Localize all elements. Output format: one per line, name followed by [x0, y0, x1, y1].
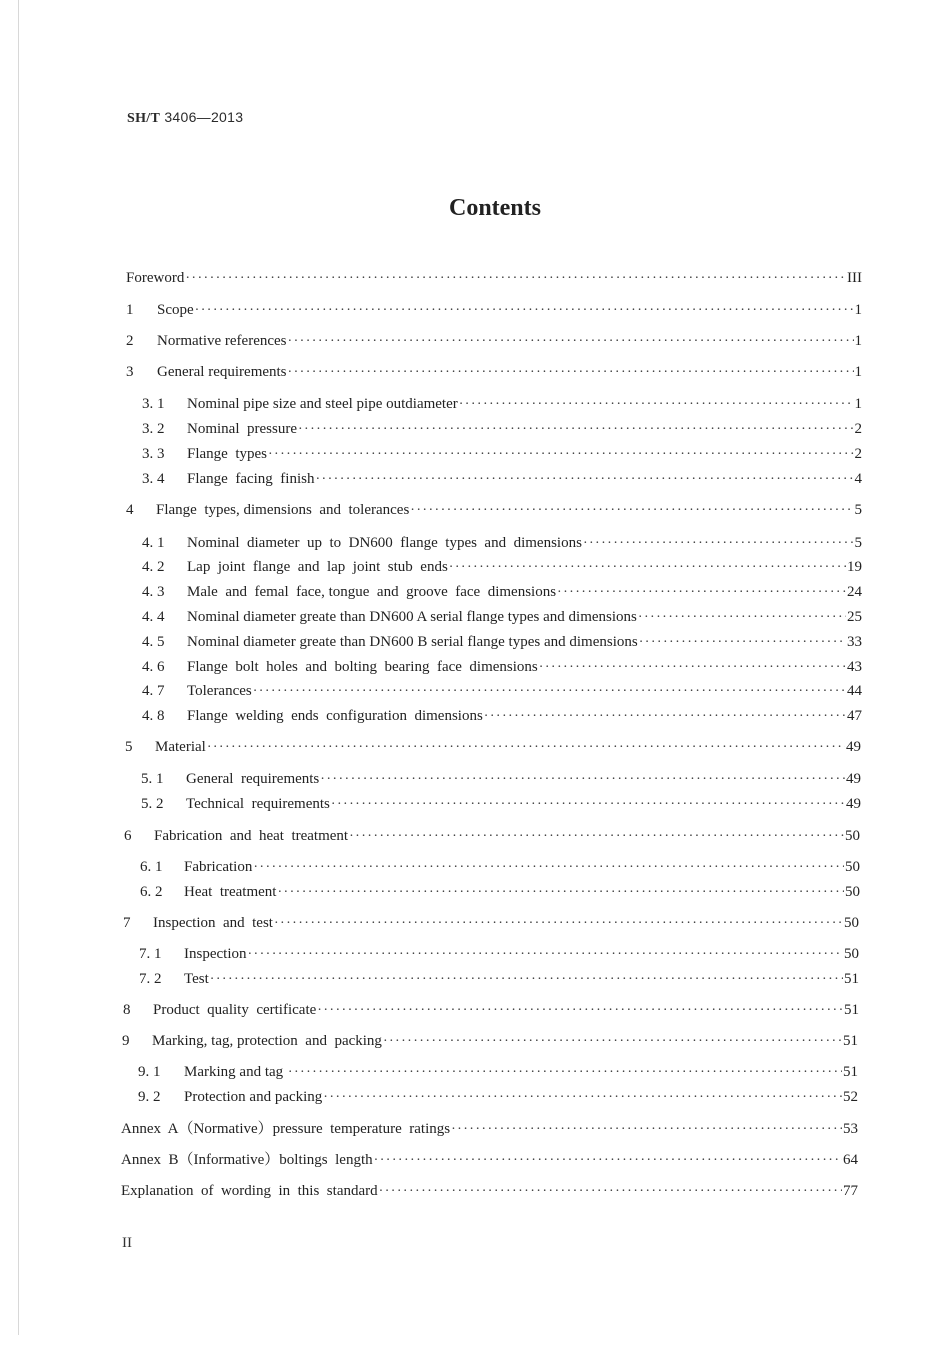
toc-page: 19 — [847, 559, 862, 575]
toc-label: General requirements — [157, 364, 287, 380]
toc-leader — [449, 558, 846, 578]
toc-entry[interactable] — [126, 300, 862, 320]
toc-leader — [379, 1182, 842, 1202]
toc-page: 5 — [854, 502, 862, 518]
toc-entry[interactable] — [142, 632, 862, 652]
toc-number: 9. 2 — [138, 1089, 161, 1105]
toc-number: 4. 8 — [142, 708, 165, 724]
toc-page: 50 — [845, 884, 860, 900]
toc-leader — [207, 738, 845, 758]
toc-leader — [317, 1001, 843, 1021]
toc-page: 43 — [847, 659, 862, 675]
toc-page: III — [847, 270, 862, 286]
toc-page: 47 — [847, 708, 862, 724]
toc-number: 4 — [126, 502, 134, 518]
toc-leader — [298, 420, 854, 440]
toc-entry[interactable] — [142, 557, 862, 577]
toc-number: 4. 7 — [142, 683, 165, 699]
toc-label: Explanation of wording in this standard — [121, 1183, 378, 1199]
toc-leader — [320, 770, 845, 790]
toc-label: Nominal pipe size and steel pipe outdiameter — [187, 396, 458, 412]
toc-entry[interactable] — [142, 469, 862, 489]
page-number: II — [122, 1235, 132, 1251]
toc-leader — [315, 470, 853, 490]
toc-leader — [349, 827, 844, 847]
toc-page: 49 — [846, 739, 861, 755]
toc-page: 53 — [843, 1121, 858, 1137]
toc-entry[interactable] — [123, 913, 859, 933]
toc-number: 7. 2 — [139, 971, 162, 987]
toc-page: 1 — [854, 333, 862, 349]
toc-number: 6 — [124, 828, 132, 844]
toc-page: 51 — [844, 1002, 859, 1018]
toc-entry[interactable] — [121, 1150, 858, 1170]
standard-prefix: SH/T — [127, 111, 161, 126]
toc-page: 51 — [844, 971, 859, 987]
toc-label: Marking, tag, protection and packing — [152, 1033, 382, 1049]
toc-label: Flange welding ends configuration dimensions — [187, 708, 483, 724]
toc-page: 25 — [847, 609, 862, 625]
toc-page: 2 — [854, 446, 862, 462]
toc-label: Nominal diameter greate than DN600 A serial flange types and dimensions — [187, 609, 637, 625]
toc-entry[interactable] — [142, 657, 862, 677]
toc-number: 7 — [123, 915, 131, 931]
toc-leader — [274, 914, 843, 934]
toc-entry[interactable] — [142, 607, 862, 627]
toc-label: Annex A（Normative）pressure temperature ratings — [121, 1121, 451, 1137]
toc-number: 3. 2 — [142, 421, 165, 437]
toc-number: 6. 1 — [140, 859, 163, 875]
toc-label: Scope — [157, 302, 194, 318]
toc-page: 77 — [843, 1183, 858, 1199]
toc-number: 5. 1 — [141, 771, 164, 787]
toc-leader — [253, 858, 844, 878]
toc-entry[interactable] — [142, 444, 862, 464]
page-title: Contents — [448, 195, 541, 221]
toc-page: 44 — [847, 683, 862, 699]
toc-label: Nominal diameter up to DN600 flange types and dimensions — [187, 535, 582, 551]
toc-page: 49 — [846, 796, 861, 812]
toc-entry[interactable] — [123, 1000, 859, 1020]
toc-label: Marking and tag — [184, 1064, 287, 1080]
toc-label: Fabrication and heat treatment — [154, 828, 349, 844]
toc-page: 1 — [854, 396, 862, 412]
toc-entry[interactable] — [124, 826, 860, 846]
toc-leader — [638, 608, 846, 628]
toc-label: Normative references — [157, 333, 287, 349]
toc-entry[interactable] — [142, 706, 862, 726]
toc-entry[interactable] — [138, 1087, 858, 1107]
toc-label: Product quality certificate — [153, 1002, 317, 1018]
toc-leader — [639, 633, 846, 653]
toc-leader — [383, 1032, 842, 1052]
toc-number: 4. 3 — [142, 584, 165, 600]
toc-number: 2 — [126, 333, 134, 349]
toc-number: 8 — [123, 1002, 131, 1018]
toc-leader — [557, 583, 846, 603]
toc-number: 4. 6 — [142, 659, 165, 675]
toc-entry[interactable] — [139, 944, 859, 964]
toc-leader — [288, 363, 854, 383]
toc-leader — [277, 883, 844, 903]
toc-label: Material — [155, 739, 206, 755]
toc-label: Fabrication — [184, 859, 253, 875]
toc-leader — [253, 682, 846, 702]
toc-leader — [247, 945, 843, 965]
toc-label: Lap joint flange and lap joint stub ends — [187, 559, 448, 575]
toc-entry[interactable] — [141, 769, 861, 789]
toc-entry[interactable] — [141, 794, 861, 814]
toc-entry[interactable] — [126, 362, 862, 382]
toc-label: Inspection and test — [153, 915, 273, 931]
toc-label: Protection and packing — [184, 1089, 323, 1105]
toc-label: Nominal diameter greate than DN600 B serial flange types and dimensions — [187, 634, 638, 650]
toc-entry[interactable] — [142, 533, 862, 553]
toc-label: Heat treatment — [184, 884, 277, 900]
toc-leader — [410, 501, 853, 521]
toc-label: Technical requirements — [186, 796, 330, 812]
toc-number: 3. 4 — [142, 471, 165, 487]
toc-page: 49 — [846, 771, 861, 787]
toc-entry[interactable] — [138, 1062, 858, 1082]
toc-label: Tolerances — [187, 683, 252, 699]
toc-number: 3. 3 — [142, 446, 165, 462]
toc-number: 1 — [126, 302, 134, 318]
toc-page: 50 — [844, 946, 859, 962]
toc-number: 3 — [126, 364, 134, 380]
toc-entry[interactable] — [121, 1119, 858, 1139]
toc-label: Inspection — [184, 946, 247, 962]
toc-page: 51 — [843, 1033, 858, 1049]
toc-number: 9 — [122, 1033, 130, 1049]
toc-leader — [374, 1151, 842, 1171]
toc-page: 51 — [843, 1064, 858, 1080]
toc-label: Nominal pressure — [187, 421, 297, 437]
toc-leader — [195, 301, 854, 321]
toc-number: 5 — [125, 739, 133, 755]
toc-leader — [484, 707, 846, 727]
toc-page: 33 — [847, 634, 862, 650]
toc-entry[interactable] — [126, 500, 862, 520]
toc-entry[interactable] — [125, 737, 861, 757]
toc-page: 64 — [843, 1152, 858, 1168]
toc-leader — [331, 795, 845, 815]
toc-label: Flange bolt holes and bolting bearing face dimensions — [187, 659, 538, 675]
toc-page: 5 — [854, 535, 862, 551]
toc-leader — [210, 970, 843, 990]
toc-number: 4. 1 — [142, 535, 165, 551]
toc-number: 4. 2 — [142, 559, 165, 575]
toc-entry[interactable] — [142, 394, 862, 414]
toc-entry[interactable] — [142, 419, 862, 439]
toc-page: 50 — [844, 915, 859, 931]
toc-leader — [583, 534, 854, 554]
toc-page: 1 — [854, 302, 862, 318]
toc-leader — [288, 332, 854, 352]
toc-label: Flange types, dimensions and tolerances — [156, 502, 410, 518]
toc-entry[interactable] — [139, 969, 859, 989]
toc-entry[interactable] — [142, 582, 862, 602]
toc-label: Test — [184, 971, 209, 987]
toc-label: Flange types — [187, 446, 267, 462]
toc-number: 6. 2 — [140, 884, 163, 900]
toc-page: 24 — [847, 584, 862, 600]
toc-leader — [185, 269, 846, 289]
toc-page: 50 — [845, 828, 860, 844]
toc-entry[interactable] — [142, 681, 862, 701]
toc-label: Foreword — [126, 270, 185, 286]
toc-page: 52 — [843, 1089, 858, 1105]
toc-number: 4. 4 — [142, 609, 165, 625]
toc-number: 3. 1 — [142, 396, 165, 412]
toc-page: 2 — [854, 421, 862, 437]
standard-number: 3406—2013 — [164, 109, 244, 125]
toc-page: 4 — [854, 471, 862, 487]
toc-leader — [288, 1063, 842, 1083]
toc-page: 1 — [854, 364, 862, 380]
toc-number: 9. 1 — [138, 1064, 161, 1080]
toc-page: 50 — [845, 859, 860, 875]
toc-leader — [451, 1120, 842, 1140]
toc-number: 4. 5 — [142, 634, 165, 650]
toc-entry[interactable] — [121, 1181, 858, 1201]
toc-number: 7. 1 — [139, 946, 162, 962]
toc-leader — [268, 445, 854, 465]
toc-entry[interactable] — [140, 882, 860, 902]
toc-label: Annex B（Informative）boltings length — [121, 1152, 373, 1168]
toc-entry[interactable] — [122, 1031, 858, 1051]
toc-entry[interactable] — [126, 331, 862, 351]
toc-entry[interactable] — [140, 857, 860, 877]
toc-label: Male and femal face, tongue and groove face dimensions — [187, 584, 557, 600]
toc-number: 5. 2 — [141, 796, 164, 812]
toc-leader — [539, 658, 846, 678]
toc-leader — [459, 395, 854, 415]
toc-label: Flange facing finish — [187, 471, 315, 487]
toc-leader — [323, 1088, 842, 1108]
toc-entry[interactable] — [126, 268, 862, 288]
toc-label: General requirements — [186, 771, 320, 787]
